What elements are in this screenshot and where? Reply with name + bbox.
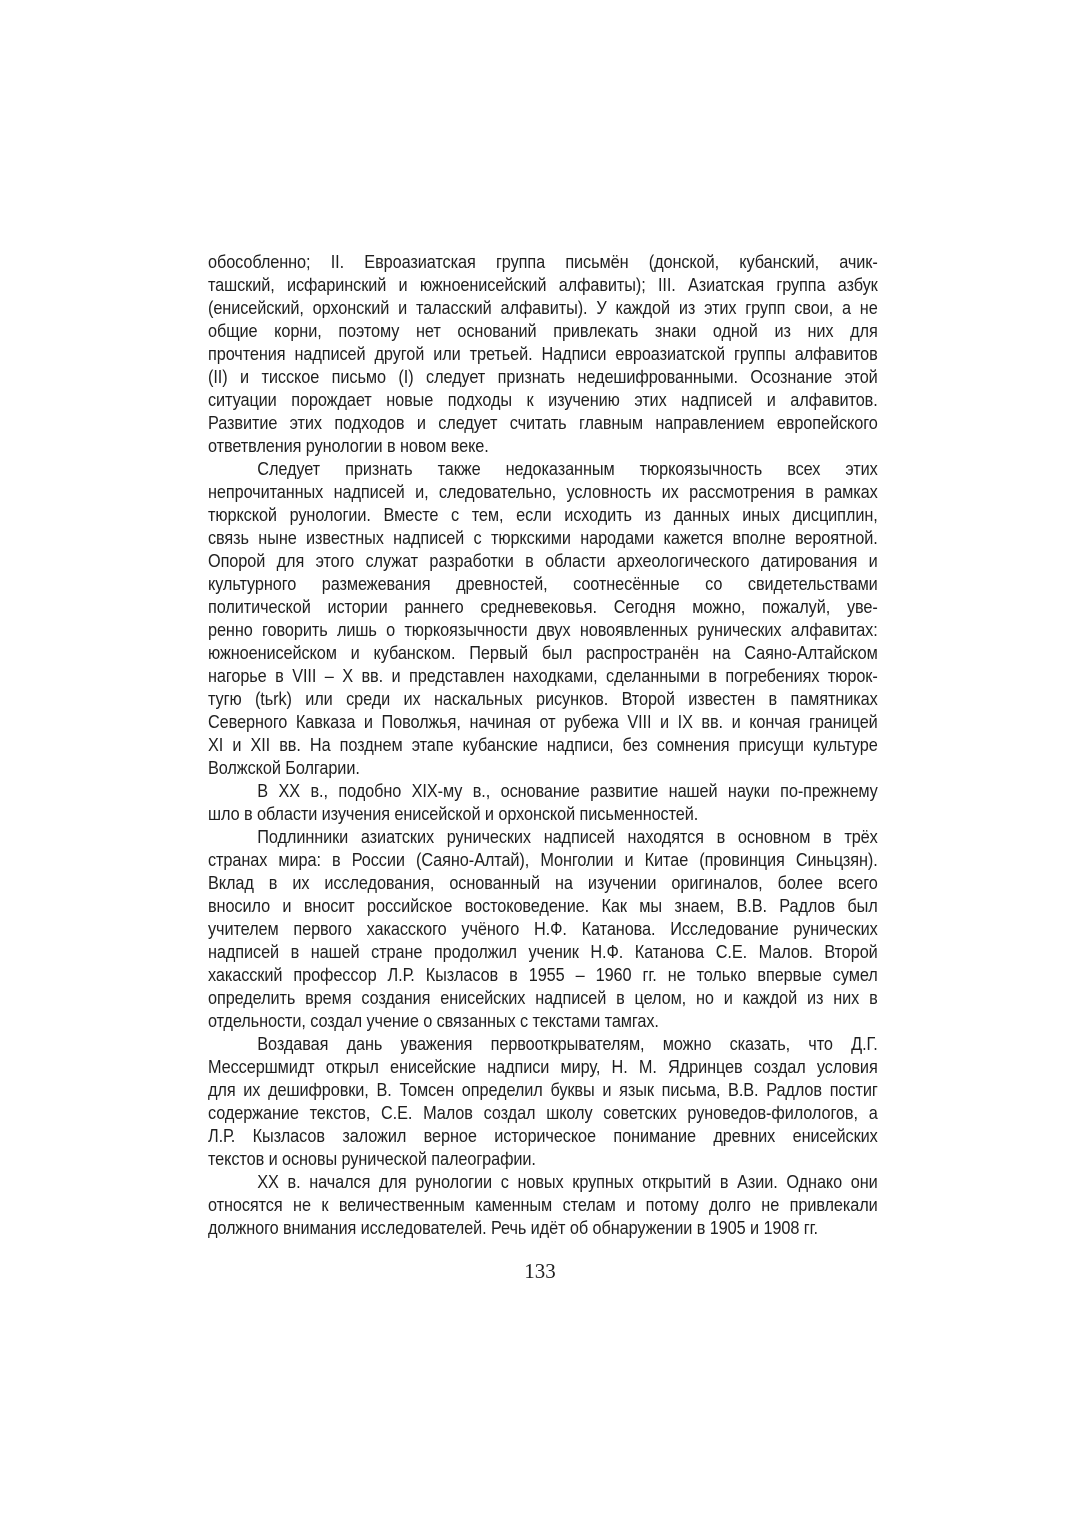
text-line: шло в области изучения енисейской и орхонской письменностей. <box>208 803 699 824</box>
paragraph <box>208 779 878 825</box>
paragraph <box>208 250 878 457</box>
text-line: хакасский профессор Л.Р. Кызласов в 1955 – 1960 гг. не только впервые сумел <box>208 964 878 985</box>
text-line: вносило и вносит российское востоковедение. Как мы знаем, В.В. Радлов был <box>208 895 878 916</box>
page-text <box>208 250 878 1239</box>
text-line: В XX в., подобно XIX-му в., основание развитие нашей науки по-прежнему <box>257 780 878 801</box>
text-line: связь ныне известных надписей с тюркскими народами кажется вполне вероятной. <box>208 527 878 548</box>
text-line: Вклад в их исследования, основанный на изучении оригиналов, более всего <box>208 872 878 893</box>
text-line: Северного Кавказа и Поволжья, начиная от рубежа VIII и IX вв. и кончая границей <box>208 711 878 732</box>
text-line: ренно говорить лишь о тюркоязычности двух новоявленных рунических алфавитах: <box>208 619 878 640</box>
text-line: ответвления рунологии в новом веке. <box>208 435 489 456</box>
text-line: содержание текстов, С.Е. Малов создал школу советских руноведов-филологов, а <box>208 1102 878 1123</box>
paragraph <box>208 825 878 1032</box>
text-line: XX в. начался для рунологии с новых крупных открытий в Азии. Однако они <box>257 1171 878 1192</box>
text-line: (II) и тисское письмо (I) следует признать недешифрованными. Осознание этой <box>208 366 878 387</box>
text-line: (енисейский, орхонский и таласский алфавиты). У каждой из этих групп свои, а не <box>208 297 878 318</box>
text-line: странах мира: в России (Саяно-Алтай), Монголии и Китае (провинция Синьцзян). <box>208 849 878 870</box>
text-line: южноенисейском и кубанском. Первый был распространён на Саяно-Алтайском <box>208 642 878 663</box>
text-line: обособленно; II. Евроазиатская группа письмён (донской, кубанский, ачик- <box>208 251 878 272</box>
text-line: Л.Р. Кызласов заложил верное историческое понимание древних енисейских <box>208 1125 878 1146</box>
text-line: Подлинники азиатских рунических надписей находятся в основном в трёх <box>257 826 878 847</box>
text-line: тугю (tьrk) или среди их наскальных рисунков. Второй известен в памятниках <box>208 688 878 709</box>
text-line: культурного размежевания древностей, соотнесённые со свидетельствами <box>208 573 878 594</box>
text-line: Развитие этих подходов и следует считать главным направлением европейского <box>208 412 878 433</box>
text-line: для их дешифровки, В. Томсен определил буквы и язык письма, В.В. Радлов постиг <box>208 1079 878 1100</box>
paragraph <box>208 457 878 779</box>
text-line: ситуации порождает новые подходы к изучению этих надписей и алфавитов. <box>208 389 878 410</box>
text-line: Воздавая дань уважения первооткрывателям, можно сказать, что Д.Г. <box>257 1033 878 1054</box>
text-line: нагорье в VIII – X вв. и представлен находками, сделанными в погребениях тюрок- <box>208 665 878 686</box>
text-line: непрочитанных надписей и, следовательно, условность их рассмотрения в рамках <box>208 481 878 502</box>
text-line: относятся не к величественным каменным стелам и потому долго не привлекали <box>208 1194 878 1215</box>
text-line: Волжской Болгарии. <box>208 757 360 778</box>
page-number: 133 <box>524 1259 556 1283</box>
text-line: надписей в нашей стране продолжил ученик Н.Ф. Катанова С.Е. Малов. Второй <box>208 941 878 962</box>
text-line: учителем первого хакасского учёного Н.Ф. Катанова. Исследование рунических <box>208 918 878 939</box>
paragraph <box>208 1170 878 1239</box>
text-line: Следует признать также недоказанным тюркоязычность всех этих <box>257 458 878 479</box>
text-line: прочтения надписей другой или третьей. Надписи евроазиатской группы алфавитов <box>208 343 878 364</box>
text-line: определить время создания енисейских надписей в целом, но и каждой из них в <box>208 987 878 1008</box>
text-line: политической истории раннего средневековья. Сегодня можно, пожалуй, уве- <box>208 596 878 617</box>
text-line: ташский, исфаринский и южноенисейский алфавиты); III. Азиатская группа азбук <box>208 274 878 295</box>
text-line: общие корни, поэтому нет оснований привлекать знаки одной из них для <box>208 320 878 341</box>
text-line: XI и XII вв. На позднем этапе кубанские надписи, без сомнения присущи культуре <box>208 734 878 755</box>
paragraph <box>208 1032 878 1170</box>
text-line: текстов и основы рунической палеографии. <box>208 1148 536 1169</box>
text-line: должного внимания исследователей. Речь идёт об обнаружении в 1905 и 1908 гг. <box>208 1217 818 1238</box>
text-line: отдельности, создал учение о связанных с текстами тамгах. <box>208 1010 659 1031</box>
text-line: Мессершмидт открыл енисейские надписи миру, Н. М. Ядринцев создал условия <box>208 1056 878 1077</box>
text-line: тюркской рунологии. Вместе с тем, если исходить из данных иных дисциплин, <box>208 504 878 525</box>
text-line: Опорой для этого служат разработки в области археологического датирования и <box>208 550 878 571</box>
